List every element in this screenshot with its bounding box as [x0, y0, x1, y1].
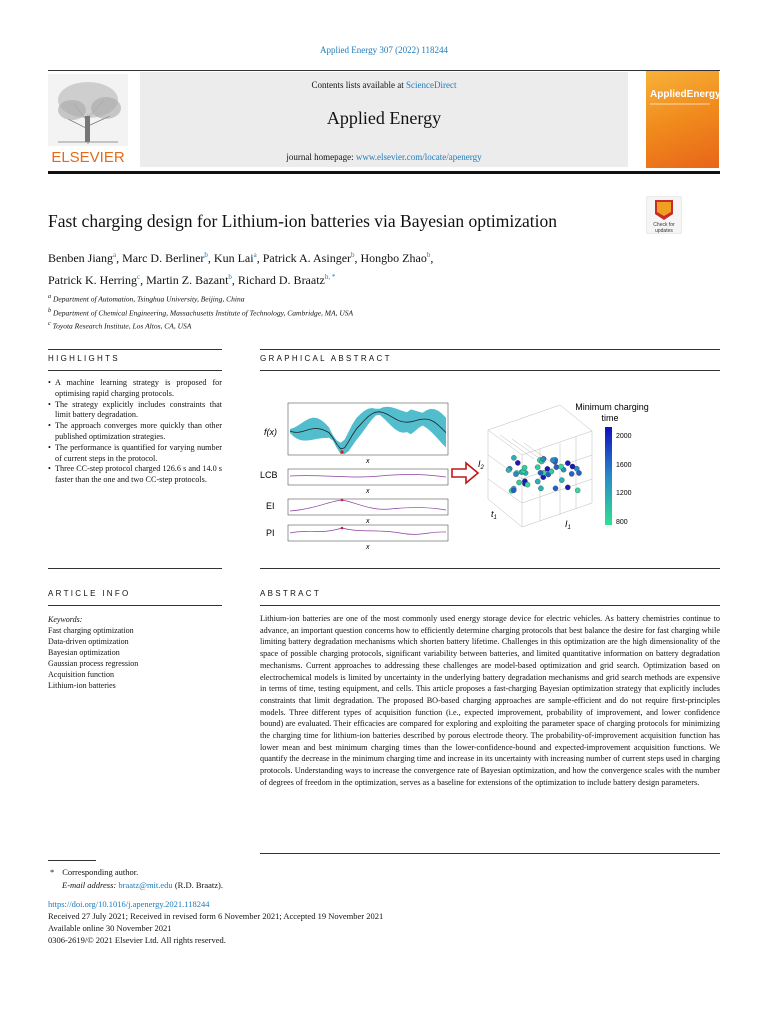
ga-scatter-dot: [513, 472, 518, 477]
author-name[interactable]: Benben Jiang: [48, 251, 113, 265]
abstract-text: Lithium-ion batteries are one of the most commonly used energy storage device for electric vehicles. As battery chemistries continue to advance, an important question concerns how to efficiently determine charging protocols that best balance the desire for fast charging while limiting battery degradation mechanisms which shorten battery lifetime. Challenges in this optimization are the high dimensionality of the space of possible charging protocols, significant variability between batteries, and limited quantitative information on battery degradation mechanisms. Current approaches to addressing these challenges are model-based optimization and grid search. Optimization based on electrochemical models is limited by uncertainty in the underlying battery degradation mechanisms and grid search methods are expensive in terms of time, testing equipment, and cells. This article proposes a fast-charging Bayesian optimization strategy that explicitly includes constraints that limit degradation. The proposed BO-based charging approaches are sample-efficient and do not require first-principles models. Three different types of acquisition function (i.e., expected improvement, probability of improvement, and lower confidence bound) are evaluated. Their efficacies are compared for exploring and exploiting the parameter space of charging protocols for minimizing the charging time for lithium-ion batteries described by porous electrode theory. The probability-of-improvement acquisition function has lower mean and best minimum charging times than the lower-confidence-bound and expected-improvement acquisition functions. We quantify the decrease in the minimum charging time and increase in its uncertainty with increasing number of current steps used in charging protocols. Understanding ways to increase the convergence rate of Bayesian optimization, and how the convergence scales with the number of degrees of freedom in the optimization, serves as a baseline for extensions of the optimization to include battery design parameters.: [260, 614, 720, 787]
ga-right-title-l1: Minimum charging: [575, 402, 649, 412]
author-affil[interactable]: b: [228, 273, 232, 281]
ga-scatter-dot: [569, 471, 574, 476]
ga-colorbar-tick: 1200: [616, 490, 632, 497]
ga-colorbar: [605, 427, 612, 525]
article-title: Fast charging design for Lithium-ion batteries via Bayesian optimization: [48, 211, 558, 231]
ga-label-ei: EI: [266, 501, 275, 511]
highlight-item: • Three CC-step protocol charged 126.6 s and 14.0 s faster than the one and two CC-step protocols.: [48, 464, 222, 486]
highlight-item: • The strategy explicitly includes constraints that limit battery degradation.: [48, 400, 222, 422]
corresponding-author-footnote: * Corresponding author. E-mail address: braatz@mit.edu (R.D. Braatz).: [50, 867, 223, 890]
author-affil[interactable]: c: [136, 273, 141, 281]
graphical-abstract-rule-bottom: [260, 370, 720, 371]
ga-scatter-dot: [570, 464, 575, 469]
journal-homepage-link[interactable]: www.elsevier.com/locate/apenergy: [355, 152, 482, 162]
ga-scatter-dot: [553, 486, 558, 491]
highlight-item: • The approach converges more quickly than other published optimization strategies.: [48, 421, 222, 443]
author-name[interactable]: Patrick A. Asinger: [262, 251, 352, 265]
ga-pi-frame: [288, 525, 448, 541]
author-list: Benben Jiang$^a$, Marc D. Berliner$^b$, Kun Lai$^a$, Patrick A. Asinger$^b$, Hongbo Zhao$^b$, Patrick K. Herring$^c$, Martin Z. Bazant$^b$, Richard D. Braatz$^{b, *}$: [48, 251, 434, 287]
author-name[interactable]: Richard D. Braatz: [237, 273, 325, 287]
ga-scatter-points: [506, 455, 582, 493]
available-online: Available online 30 November 2021: [48, 923, 172, 933]
ga-axis-x: x: [366, 458, 370, 465]
keywords-label: Keywords:: [48, 615, 83, 624]
keyword-item: Acquisition function: [48, 670, 114, 679]
author-affil[interactable]: a: [253, 251, 257, 259]
affiliations: [48, 291, 608, 332]
affiliation-item: $^b$ Department of Chemical Engineering, Massachusetts Institute of Technology, Cambridge, MA, USA: [48, 306, 354, 317]
ga-scatter-dot: [511, 488, 516, 493]
publisher-wordmark: ELSEVIER: [51, 149, 125, 166]
keyword-item: Bayesian optimization: [48, 648, 120, 657]
cover-title: AppliedEnergy: [650, 89, 721, 100]
author-email-link[interactable]: braatz@mit.edu: [118, 880, 173, 890]
ga-colorbar-tick: 1600: [616, 462, 632, 469]
header-top-rule: [48, 70, 720, 71]
ga-scatter-dot: [541, 457, 546, 462]
ga-scatter-dot: [525, 482, 530, 487]
ga-scatter-dot: [554, 465, 559, 470]
article-info-rule-bottom: [48, 605, 222, 606]
highlights-heading: HIGHLIGHTS: [48, 354, 120, 363]
author-affil[interactable]: a: [113, 251, 117, 259]
article-info-rule: [48, 568, 222, 569]
author-affil[interactable]: b, *: [324, 273, 336, 281]
ga-right-title-l2: time: [601, 413, 619, 423]
keyword-item: Data-driven optimization: [48, 637, 129, 646]
affiliation-item: $^c$ Toyota Research Institute, Los Altos, CA, USA: [48, 320, 192, 331]
ga-scatter-dot: [535, 479, 540, 484]
author-affil[interactable]: b: [351, 251, 355, 259]
ga-scatter-dot: [559, 464, 564, 469]
journal-name: Applied Energy: [326, 108, 442, 128]
ga-axis-x: x: [366, 544, 370, 551]
ga-axis-l2: $I_2$: [478, 459, 484, 471]
journal-homepage: journal homepage: www.elsevier.com/locate/apenergy: [286, 152, 482, 162]
ga-axis-x: x: [366, 488, 370, 495]
keyword-item: Lithium-ion batteries: [48, 681, 116, 690]
ga-axis-x: x: [366, 518, 370, 525]
header-bottom-rule: [48, 171, 720, 174]
article-info-heading: ARTICLE INFO: [48, 589, 131, 598]
ga-colorbar-tick: 800: [616, 519, 628, 526]
ga-scatter-dot: [549, 469, 554, 474]
keyword-item: Fast charging optimization: [48, 626, 134, 635]
abstract-end-rule: [260, 853, 720, 854]
author-name[interactable]: Marc D. Berliner: [122, 251, 205, 265]
ga-label-lcb: LCB: [260, 470, 278, 480]
ga-label-pi: PI: [266, 528, 275, 538]
affiliation-item: $^a$ Department of Automation, Tsinghua University, Beijing, China: [48, 293, 245, 304]
ga-arrow-icon: [452, 463, 478, 483]
contents-availability: Contents lists available at ScienceDirect: [311, 80, 457, 90]
ga-label-fx: f(x): [264, 427, 277, 437]
author-affil[interactable]: b: [204, 251, 208, 259]
ga-scatter-dot: [575, 488, 580, 493]
ga-scatter-dot: [522, 465, 527, 470]
ga-axis-l1: $I_1$: [565, 519, 571, 531]
keyword-item: Gaussian process regression: [48, 659, 139, 668]
ga-scatter-dot: [565, 485, 570, 490]
footnote-rule: [48, 860, 96, 861]
author-name[interactable]: Kun Lai: [213, 251, 254, 265]
graphical-abstract-figure[interactable]: [260, 375, 720, 553]
sciencedirect-link[interactable]: ScienceDirect: [406, 80, 457, 90]
ga-scatter-dot: [538, 470, 543, 475]
ga-scatter-dot: [517, 480, 522, 485]
highlights-rule-bottom: [48, 370, 222, 371]
ga-axis-t1: $t_1$: [491, 509, 497, 521]
ga-pi-max-marker: [341, 527, 344, 530]
check-updates-line1: Check for: [653, 222, 675, 228]
abstract-heading: ABSTRACT: [260, 589, 322, 598]
graphical-abstract-heading: GRAPHICAL ABSTRACT: [260, 354, 392, 363]
check-updates-line2: updates: [655, 228, 673, 234]
highlights-rule: [48, 349, 222, 350]
received-dates: Received 27 July 2021; Received in revised form 6 November 2021; Accepted 19 November 2021: [48, 911, 384, 921]
graphical-abstract-rule: [260, 349, 720, 350]
journal-citation[interactable]: Applied Energy 307 (2022) 118244: [320, 45, 448, 55]
journal-cover-thumbnail[interactable]: [646, 71, 719, 168]
ga-scatter-dot: [515, 460, 520, 465]
check-for-updates-icon[interactable]: [646, 196, 682, 234]
author-name[interactable]: Hongbo Zhao: [360, 251, 427, 265]
ga-sample-point: [340, 450, 343, 453]
ga-colorbar-tick: 2000: [616, 433, 632, 440]
highlight-item: • A machine learning strategy is proposed for optimising rapid charging protocols.: [48, 378, 222, 400]
author-affil[interactable]: b: [426, 251, 431, 259]
copyright: 0306-2619/© 2021 Elsevier Ltd. All rights reserved.: [48, 935, 226, 945]
ga-scatter-dot: [511, 455, 516, 460]
ga-scatter-dot: [565, 461, 570, 466]
ga-scatter-dot: [550, 458, 555, 463]
highlight-item: • The performance is quantified for varying number of current steps in the protocol.: [48, 443, 222, 465]
abstract-rule: [260, 568, 720, 569]
ga-ei-max-marker: [341, 499, 344, 502]
highlights-list: [48, 378, 222, 486]
abstract-rule-bottom: [260, 605, 720, 606]
keywords-block: [48, 614, 222, 691]
ga-scatter-dot: [506, 467, 511, 472]
ga-scatter-dot: [559, 478, 564, 483]
corresponding-label: Corresponding author.: [62, 867, 139, 877]
author-name[interactable]: Patrick K. Herring: [48, 273, 137, 287]
author-name[interactable]: Martin Z. Bazant: [146, 273, 229, 287]
ga-scatter-dot: [535, 465, 540, 470]
ga-scatter-dot: [538, 486, 543, 491]
elsevier-tree-logo: [48, 74, 128, 166]
doi-link[interactable]: https://doi.org/10.1016/j.apenergy.2021.118244: [48, 899, 210, 909]
article-footer: [48, 898, 383, 946]
